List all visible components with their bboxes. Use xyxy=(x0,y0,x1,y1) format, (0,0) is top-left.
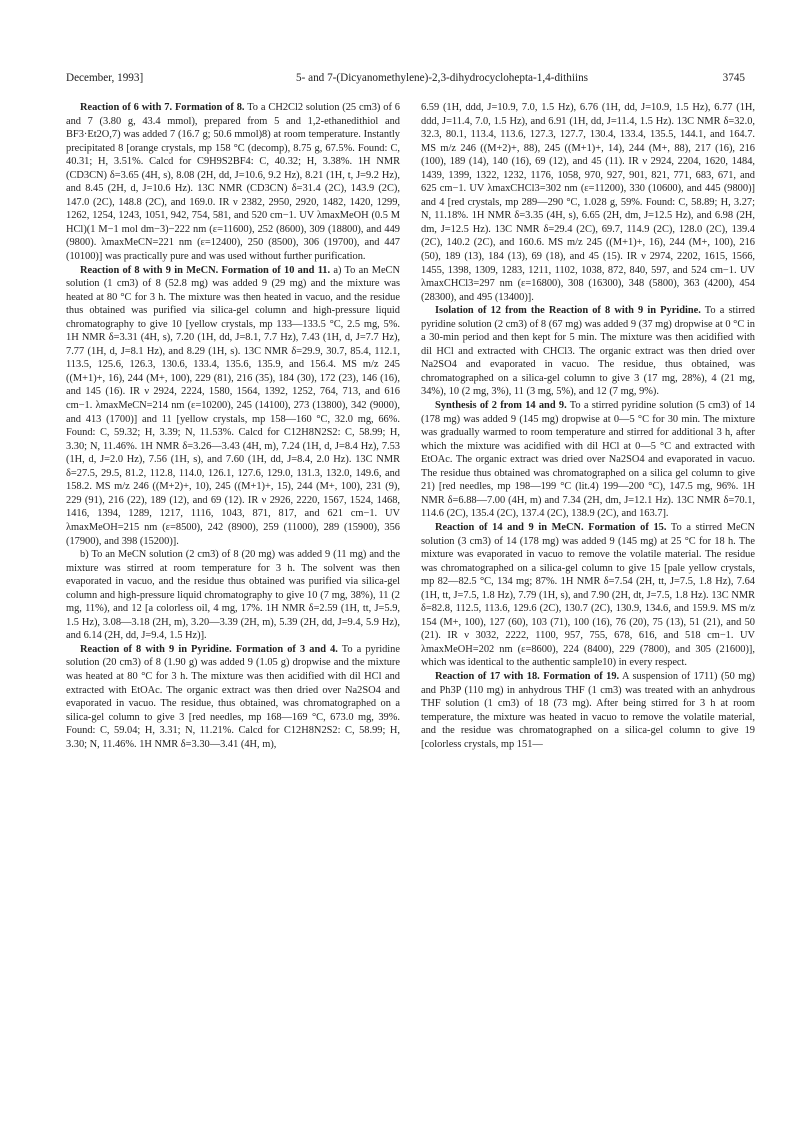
paragraph xyxy=(66,643,400,751)
left-column xyxy=(66,101,400,751)
paragraph xyxy=(421,101,755,304)
paragraph xyxy=(421,670,755,751)
paragraph-text: To a stirred MeCN solution (3 cm3) of 14 (178 mg) was added 9 (145 mg) at 25 °C for 18 h. The mixture was evaporated in vacuo to remove the volatile material. The residue was chromatographed on a silica-gel column to give 15 [pale yellow crystals, mp 82—82.5 °C, 134 mg; 87%. 1H NMR δ=7.54 (2H, tt, J=7.5, 1.8 Hz), 7.64 (1H, tt, J=7.5, 1.8 Hz), 7.79 (1H, s), and 7.90 (2H, dt, J=7.5, 1.8 Hz). 13C NMR δ=82.8, 112.5, 113.6, 129.6 (2C), 130.7 (2C), 130.9, 134.6, and 159.9. MS m/z 154 (M+, 100), 127 (60), 103 (71), 100 (16), 76 (20), 75 (13), 51 (21), and 50 (21). IR ν 3032, 2222, 1100, 957, 755, 678, 616, and 518 cm−1. UV λmaxMeOH=202 nm (ε=8600), 224 (8400), 229 (7800), and 305 (21600)], which was identical to the authentic sample10) in every respect. xyxy=(421,521,755,669)
paragraph-heading: Reaction of 8 with 9 in MeCN. Formation of 10 and 11. xyxy=(80,264,331,276)
paragraph-text: A suspension of 1711) (50 mg) and Ph3P (110 mg) in anhydrous THF (1 cm3) was treated with an anhydrous THF solution (1 cm3) of 18 (73 mg). After being stirred for 3 h at room temperature, the mixture was heated in vacuo to remove the volatile material, and the residue was chromatographed on a silica-gel column to give 19 [colorless crystals, mp 151— xyxy=(421,670,756,750)
paragraph-text: To a CH2Cl2 solution (25 cm3) of 6 and 7 (3.80 g, 43.4 mmol), prepared from 5 and 1,2-ethanedithiol and BF3·Et2O,7) was added 7 (16.7 g; 50.6 mmol)8) at room temperature. Instantly precipitated 8 [orange crystals, mp 158 °C (decomp), 8.75 g, 67.5%. Found: C, 40.31; H, 3.51%. Calcd for C9H9S2BF4: C, 40.32; H, 3.38%. 1H NMR (CD3CN) δ=3.65 (4H, s), 8.08 (2H, dd, J=10.6, 9.2 Hz), 8.21 (1H, t, J=9.2 Hz), and 8.45 (2H, d, J=10.6 Hz). 13C NMR (CD3CN) δ=31.4 (2C), 143.9 (2C), 147.0 (2C), 148.8 (2C), and 169.0. IR ν 2382, 2950, 2920, 1482, 1420, 1299, 1262, 1254, 1243, 1051, 942, 754, 581, and 520 cm−1. UV λmaxMeOH (0.5 M HCl)(1 M−1 mol dm−3)−222 nm (ε=11600), 252 (8600), 309 (18800), and 449 (9800). λmaxMeCN=221 nm (ε=12400), 250 (8500), 306 (19700), and 447 (10100)] was practically pure and was used without further purification. xyxy=(66,102,400,263)
paragraph-heading: Synthesis of 2 from 14 and 9. xyxy=(435,400,567,412)
paragraph-text: To a pyridine solution (20 cm3) of 8 (1.90 g) was added 9 (1.05 g) dropwise and the mixture was heated at 80 °C for 3 h. The mixture was then acidified with dil HCl and extracted with EtOAc. The organic extract was then dried over Na2SO4 and evaporated in vacuo. The residue, thus obtained, was chromatographed on a silica-gel column to give 3 [red needles, mp 168—169 °C, 673.0 mg, 39%. Found: C, 59.04; H, 3.31; N, 11.21%. Calcd for C12H8N2S2: C, 58.99; H, 3.30; N, 11.46%. 1H NMR δ=3.30—3.41 (4H, m), xyxy=(66,643,400,750)
paragraph xyxy=(66,101,400,264)
paragraph xyxy=(421,399,755,521)
header-date: December, 1993] xyxy=(66,72,144,84)
paragraph-text: To a stirred pyridine solution (2 cm3) of 8 (67 mg) was added 9 (37 mg) dropwise at 0 °C in a 30-min period and then kept for 5 min. The mixture was then acidified with dil HCl and extracted with CHCl3. The organic extract was then dried over Na2SO4 and evaporated in vacuo. The residue, thus obtained, was chromatographed on a silica-gel column to give 3 (17 mg, 28%), 4 (21 mg, 34%), 10 (2 mg, 3%), 11 (3 mg, 5%), and 12 (7 mg, 9%). xyxy=(421,305,755,398)
right-column xyxy=(421,101,755,751)
paragraph-text: To a stirred pyridine solution (5 cm3) of 14 (178 mg) was added 9 (145 mg) dropwise at 0—5 °C for 30 min. The mixture was gradually warmed to room temperature and stirred for additional 3 h, after which the mixture was acidified with dil HCl at 0—5 °C and extracted with EtOAc. The organic extract was dried over Na2SO4 and evaporated in vacuo. The residue thus obtained was chromatographed on a silica gel column to give 21) [red needles, mp 198—199 °C (lit.4) 199—200 °C), 147.5 mg, 96%. 1H NMR δ=6.88—7.00 (4H, m) and 7.34 (2H, dm, J=12.1 Hz). 13C NMR δ=70.1, 114.6 (2C), 135.4 (2C), 137.4 (2C), 138.9 (2C), and 163.7]. xyxy=(421,400,755,520)
header-running-title: 5- and 7-(Dicyanomethylene)-2,3-dihydrocyclohepta-1,4-dithiins xyxy=(296,72,589,84)
running-header xyxy=(66,72,745,88)
paragraph-heading: Isolation of 12 from the Reaction of 8 with 9 in Pyridine. xyxy=(435,305,701,317)
paragraph-text: a) To an MeCN solution (1 cm3) of 8 (52.8 mg) was added 9 (29 mg) and the mixture was heated at 80 °C for 3 h. The mixture was then heated in vacuo, and the residue thus obtained was purified via silica-gel column and high-pressure liquid chromatography to give 10 [yellow crystals, mp 133—133.5 °C, 2.5 mg, 5%. 1H NMR δ=3.31 (4H, s), 7.20 (1H, dd, J=8.1, 7.7 Hz), 7.43 (1H, d, J=7.7 Hz), 7.77 (1H, d, J=8.1 Hz), and 8.29 (1H, s). 13C NMR δ=29.9, 30.7, 85.4, 112.1, 113.5, 125.6, 126.3, 130.6, 133.4, 135.6, 135.9, and 156.4. MS m/z 245 ((M+1)+, 16), 244 (M+, 100), 229 (81), 216 (35), 184 (30), 172 (23), 146 (16), and 145 (16). IR ν 2924, 2224, 1580, 1564, 1392, 1252, 764, 713, and 616 cm−1. λmaxMeCN=214 nm (ε=10200), 245 (14100), 273 (13800), 342 (9000), and 413 (1700)] and 11 [yellow crystals, mp 158—160 °C, 32.0 mg, 66%. Found: C, 59.32; H, 3.39; N, 11.53%. Calcd for C12H8N2S2: C, 58.99; H, 3.30; N, 11.46%. 1H NMR δ=3.26—3.43 (4H, m), 7.24 (1H, d, J=8.4 Hz), 7.53 (1H, d, J=2.0 Hz), 7.56 (1H, s), and 7.60 (1H, dd, J=8.4, 2.0 Hz). 13C NMR δ=27.5, 29.5, 81.2, 112.8, 114.0, 126.1, 127.6, 129.0, 131.3, 132.0, 149.6, and 158.2. MS m/z 246 ((M+2)+, 10), 245 ((M+1)+, 15), 244 (M+, 100), 231 (9), 229 (91), 216 (22), 189 (12), and 69 (12). IR ν 2926, 2220, 1567, 1524, 1468, 1416, 1394, 1289, 1217, 1116, 1043, 871, 817, and 621 cm−1. UV λmaxMeOH=215 nm (ε=8500), 242 (8900), 259 (11000), 289 (15900), 356 (17900), and 398 (15200)]. xyxy=(66,264,400,547)
paragraph xyxy=(66,264,400,548)
paragraph xyxy=(421,304,755,399)
paragraph xyxy=(66,548,400,643)
paragraph-heading: Reaction of 8 with 9 in Pyridine. Formation of 3 and 4. xyxy=(80,643,338,655)
paragraph xyxy=(421,521,755,670)
paragraph-text: b) To an MeCN solution (2 cm3) of 8 (20 mg) was added 9 (11 mg) and the mixture was stirred at room temperature for 3 h. The solvent was then evaporated in vacuo, and the residue thus obtained was purified via silica-gel column and high-pressure liquid chromatography to give 10 (7 mg, 38%), 11 (2 mg, 11%), and 12 [a colorless oil, 4 mg, 17%. 1H NMR δ=2.59 (1H, tt, J=5.9, 1.5 Hz), 3.08—3.18 (2H, m), 3.20—3.39 (2H, m), 5.39 (2H, dd, J=9.4, 5.9 Hz), and 6.14 (2H, dd, J=9.4, 1.5 Hz)]. xyxy=(66,549,400,642)
paragraph-heading: Reaction of 14 and 9 in MeCN. Formation of 15. xyxy=(435,521,667,533)
header-page-number: 3745 xyxy=(722,72,745,84)
paragraph-heading: Reaction of 17 with 18. Formation of 19. xyxy=(435,670,620,682)
paragraph-text: 6.59 (1H, ddd, J=10.9, 7.0, 1.5 Hz), 6.76 (1H, dd, J=10.9, 1.5 Hz), 6.77 (1H, ddd, J=11.4, 7.0, 1.5 Hz), and 6.91 (1H, dd, J=11.4, 1.5 Hz). 13C NMR δ=32.0, 32.3, 80.1, 113.4, 113.6, 127.3, 127.7, 130.4, 133.4, 135.5, 144.1, and 164.7. MS m/z 246 ((M+2)+, 88), 245 ((M+1)+, 14), 244 (M+, 88), 217 (16), 216 (100), 189 (14), 140 (16), 69 (12), and 45 (11). IR ν 2924, 2204, 1620, 1484, 1439, 1399, 1322, 1232, 1176, 1058, 970, 927, 901, 821, 771, 683, 671, and 625 cm−1. UV λmaxCHCl3=302 nm (ε=11200), 330 (10600), and 445 (9800)] and 4 [red crystals, mp 289—290 °C, 1.028 g, 59%. Found: C, 58.89; H, 3.27; N, 11.18%. 1H NMR δ=3.35 (4H, s), 6.65 (2H, dm, J=12.5 Hz), and 6.98 (2H, dm, J=12.5 Hz). 13C NMR δ=29.4 (2C), 69.7, 114.9 (2C), 128.0 (2C), 139.4 (2C), 140.2 (2C), and 160.6. MS m/z 245 ((M+1)+, 16), 244 (M+, 100), 216 (50), 189 (13), 184 (13), 69 (18), and 45 (15). IR ν 2974, 2202, 1615, 1566, 1455, 1398, 1309, 1283, 1211, 1102, 1038, 872, 840, 597, and 524 cm−1. UV λmaxCHCl3=297 nm (ε=16800), 308 (16300), 348 (5800), 363 (4200), 454 (28300), and 495 (13400)]. xyxy=(421,102,755,303)
paragraph-heading: Reaction of 6 with 7. Formation of 8. xyxy=(80,102,245,113)
